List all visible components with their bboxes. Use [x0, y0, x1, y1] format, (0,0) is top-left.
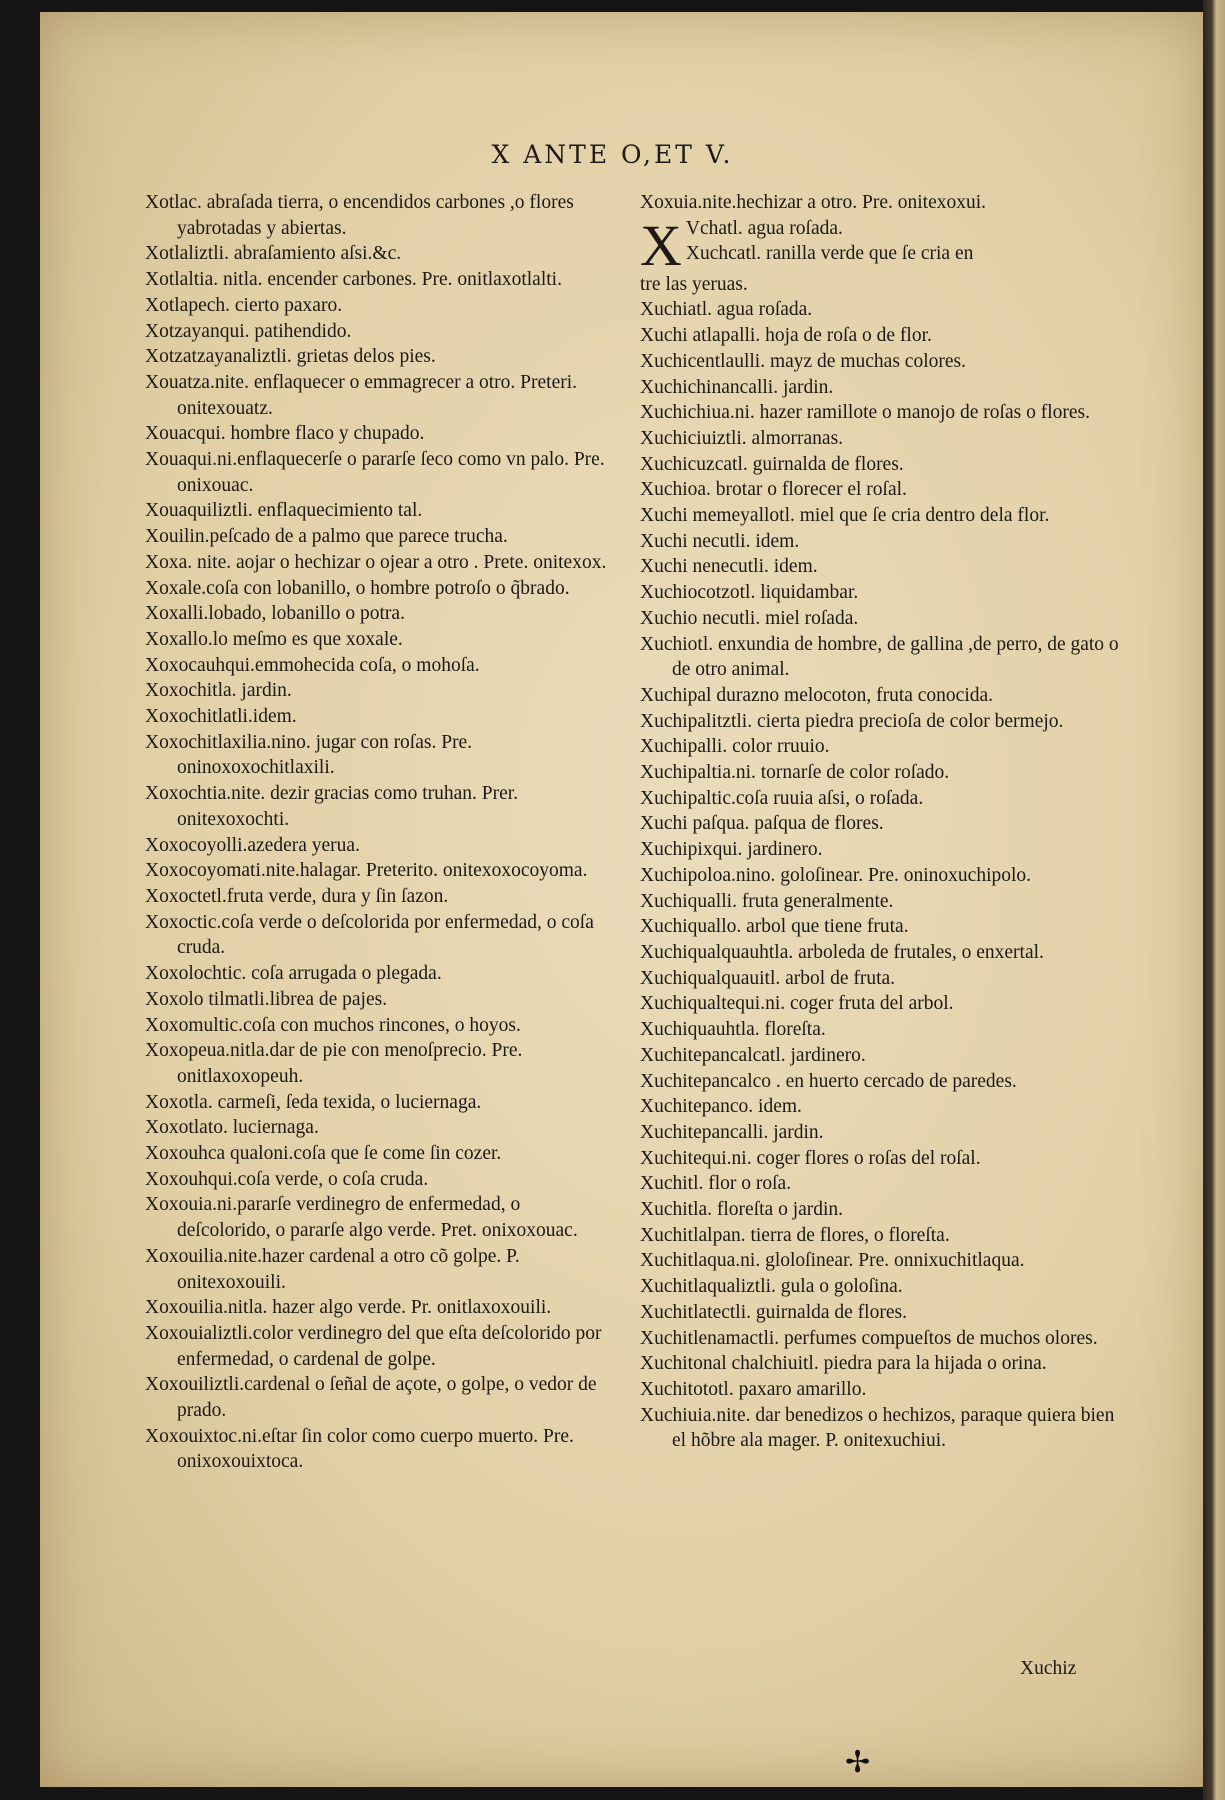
left-entry: Xoxouixtoc.ni.eſtar ſin color como cuerpo muerto. Pre. onixoxouixtoca.: [145, 1425, 574, 1473]
right-entry-list: [640, 297, 1120, 1454]
right-entry: Xuchipal durazno melocoton, fruta conocida.: [640, 684, 994, 706]
right-entry: Xuchitepancalco . en huerto cercado de paredes.: [640, 1070, 1017, 1092]
left-entry: Xotlapech. cierto paxaro.: [145, 294, 343, 316]
left-entry: Xoxotlato. luciernaga.: [145, 1117, 319, 1139]
right-entry: Xuchichiua.ni. hazer ramillote o manojo de roſas o flores.: [640, 402, 1090, 424]
left-entry: Xouatza.nite. enflaquecer o emmagrecer a otro. Preteri. onitexouatz.: [145, 371, 578, 419]
right-entry: Xuchioa. brotar o florecer el roſal.: [640, 479, 907, 501]
right-entry: Xuchitepancalcatl. jardinero.: [640, 1044, 866, 1066]
left-entry: Xoxouializtli.color verdinegro del que eſta deſcolorido por enfermedad, o cardenal de golpe.: [145, 1322, 602, 1370]
right-entry: Xuchipixqui. jardinero.: [640, 839, 823, 861]
left-entry: Xoxocoyolli.azedera yerua.: [145, 834, 360, 856]
drop-cap-letter: X: [640, 212, 682, 278]
right-entry: Xuchiqualquauitl. arbol de fruta.: [640, 967, 896, 989]
right-entry: Xuchitepanco. idem.: [640, 1096, 802, 1118]
right-entry: Xuchi nenecutli. idem.: [640, 556, 818, 578]
right-entry: Xuchi necutli. idem.: [640, 530, 800, 552]
left-entry: Xoxale.coſa con lobanillo, o hombre potroſo o q̃brado.: [145, 577, 570, 599]
left-entry: Xotlac. abraſada tierra, o encendidos carbones ,o flores yabrotadas y abiertas.: [145, 192, 574, 239]
right-entry: Xuchipoloa.nino. goloſinear. Pre. oninoxuchipolo.: [640, 864, 1032, 886]
right-entry: Xuchi atlapalli. hoja de roſa o de flor.: [640, 325, 932, 347]
left-column: [145, 190, 615, 1475]
left-entry: Xoxochitlaxilia.nino. jugar con roſas. Pre. oninoxoxochitlaxili.: [145, 731, 473, 779]
right-entry: Xuchiocotzotl. liquidambar.: [640, 582, 859, 604]
left-entry: Xouaqui.ni.enflaquecerſe o pararſe ſeco como vn palo. Pre. onixouac.: [145, 449, 605, 496]
left-entry: Xouilin.peſcado de a palmo que parece trucha.: [145, 526, 508, 548]
right-entry: Xuchitequi.ni. coger flores o roſas del roſal.: [640, 1147, 981, 1169]
right-entry: Xuchipalitztli. cierta piedra precioſa de color bermejo.: [640, 710, 1064, 732]
drop-cap-block: [640, 212, 1120, 278]
right-entry: Xuchio necutli. miel roſada.: [640, 607, 859, 629]
right-entry: Xuchiqualquauhtla. arboleda de frutales, o enxertal.: [640, 941, 1044, 963]
left-entry: Xouaquiliztli. enflaquecimiento tal.: [145, 500, 423, 522]
left-entry: Xoxallo.lo meſmo es que xoxale.: [145, 628, 403, 650]
right-entry: Xuchicuzcatl. guirnalda de flores.: [640, 453, 904, 475]
left-entry: Xoxomultic.coſa con muchos rincones, o hoyos.: [145, 1014, 521, 1036]
right-entry: Xuchipaltia.ni. tornarſe de color roſado.: [640, 762, 950, 784]
right-entry: Xuchitototl. paxaro amarillo.: [640, 1378, 867, 1400]
left-entry: Xoxocoyomati.nite.halagar. Preterito. onitexoxocoyoma.: [145, 860, 588, 882]
left-entry: Xoxoctic.coſa verde o deſcolorida por enfermedad, o coſa cruda.: [145, 911, 594, 959]
right-entry: Xuchitla. floreſta o jardin.: [640, 1199, 844, 1221]
drop-cap-continuation: tre las yeruas.: [640, 273, 748, 295]
right-entry: Xuchitlaqua.ni. gloloſinear. Pre. onnixuchitlaqua.: [640, 1250, 1025, 1272]
right-entry: Xuchitl. flor o roſa.: [640, 1173, 792, 1195]
right-entry: Xuchiotl. enxundia de hombre, de gallina ,de perro, de gato o de otro animal.: [640, 633, 1119, 681]
left-entry: Xoxolochtic. coſa arrugada o plegada.: [145, 963, 442, 985]
right-entry: Xuchiciuiztli. almorranas.: [640, 427, 844, 449]
left-entry: Xoxouia.ni.pararſe verdinegro de enfermedad, o deſcolorido, o pararſe algo verde. Pret. onixoxouac.: [145, 1194, 578, 1242]
right-entry: Xuchitepancalli. jardin.: [640, 1121, 824, 1143]
right-entry: Xuchicentlaulli. mayz de muchas colores.: [640, 350, 966, 372]
right-entry: Xuchiqualli. fruta generalmente.: [640, 890, 894, 912]
left-entry: Xoxolo tilmatli.librea de pajes.: [145, 988, 388, 1010]
right-entry: Xuchiquallo. arbol que tiene fruta.: [640, 916, 909, 938]
right-entry: Xuchi paſqua. paſqua de flores.: [640, 813, 884, 835]
catchword: Xuchiz: [1020, 1658, 1077, 1679]
left-entry: Xoxouiliztli.cardenal o ſeñal de açote, o golpe, o vedor de prado.: [145, 1374, 597, 1422]
right-entry: Xuchiatl. agua roſada.: [640, 299, 813, 321]
page-header: X ANTE O,ET V.: [491, 140, 734, 169]
drop-line-1: Vchatl. agua roſada.: [685, 217, 843, 239]
left-entry: Xoxochitla. jardin.: [145, 680, 292, 702]
left-entry: Xoxopeua.nitla.dar de pie con menoſprecio. Pre. onitlaxoxopeuh.: [145, 1040, 523, 1087]
left-entry: Xoxouhca qualoni.coſa que ſe come ſin cozer.: [145, 1143, 502, 1165]
right-entry: Xuchiquauhtla. floreſta.: [640, 1019, 826, 1041]
left-entry: Xoxocauhqui.emmohecida coſa, o mohoſa.: [145, 654, 480, 676]
right-entry: Xuchitlatectli. guirnalda de flores.: [640, 1301, 907, 1323]
left-entry: Xoxalli.lobado, lobanillo o potra.: [145, 603, 405, 625]
left-entry: Xoxouhqui.coſa verde, o coſa cruda.: [145, 1168, 429, 1190]
left-entry: Xoxochtia.nite. dezir gracias como truhan. Prer. onitexoxochti.: [145, 783, 519, 830]
right-entry: Xuchitlalpan. tierra de flores, o floreſta.: [640, 1224, 950, 1246]
right-column: [640, 190, 1120, 1454]
right-entry: Xuchipaltic.coſa ruuia aſsi, o roſada.: [640, 787, 924, 809]
left-entry: Xoxoctetl.fruta verde, dura y ſin ſazon.: [145, 885, 449, 907]
left-entry: Xoxouilia.nite.hazer cardenal a otro cõ golpe. P. onitexoxouili.: [145, 1245, 520, 1293]
right-entry: Xuchipalli. color rruuio.: [640, 736, 830, 758]
drop-cap-lines: [686, 216, 973, 267]
right-entry: Xuchitonal chalchiuitl. piedra para la hijada o orina.: [640, 1353, 1047, 1375]
left-entry: Xoxouilia.nitla. hazer algo verde. Pr. onitlaxoxouili.: [145, 1297, 552, 1319]
right-entry: Xuchiuia.nite. dar benedizos o hechizos, paraque quiera bien el hõbre ala mager. P. onitexuchiui.: [640, 1404, 1115, 1452]
drop-line-2: Xuchcatl. ranilla verde que ſe cria en: [685, 243, 974, 265]
right-entry: Xuchichinancalli. jardin.: [640, 376, 834, 398]
left-entry: Xotzatzayanaliztli. grietas delos pies.: [145, 346, 436, 368]
printer-ornament-mark: ✢: [845, 1746, 871, 1779]
right-entry: Xuchi memeyallotl. miel que ſe cria dentro dela flor.: [640, 505, 1050, 527]
left-entry: Xoxotla. carmeſi, ſeda texida, o luciernaga.: [145, 1091, 482, 1113]
right-first-entry: Xoxuia.nite.hechizar a otro. Pre. onitexoxui.: [640, 192, 987, 213]
left-entry: Xotzayanqui. patihendido.: [145, 320, 352, 342]
right-entry: Xuchiqualtequi.ni. coger fruta del arbol.: [640, 993, 954, 1015]
right-entry: Xuchitlaqualiztli. gula o goloſina.: [640, 1276, 903, 1298]
left-entry: Xoxochitlatli.idem.: [145, 706, 297, 728]
left-entry: Xoxa. nite. aojar o hechizar o ojear a otro . Prete. onitexox.: [145, 551, 607, 573]
next-page-edge: [1203, 0, 1225, 1800]
right-entry: Xuchitlenamactli. perfumes compueſtos de muchos olores.: [640, 1327, 1098, 1349]
left-entry: Xotlaltia. nitla. encender carbones. Pre. onitlaxotlalti.: [145, 269, 562, 291]
left-entry: Xotlaliztli. abraſamiento aſsi.&c.: [145, 243, 402, 265]
left-entry: Xouacqui. hombre flaco y chupado.: [145, 423, 425, 445]
